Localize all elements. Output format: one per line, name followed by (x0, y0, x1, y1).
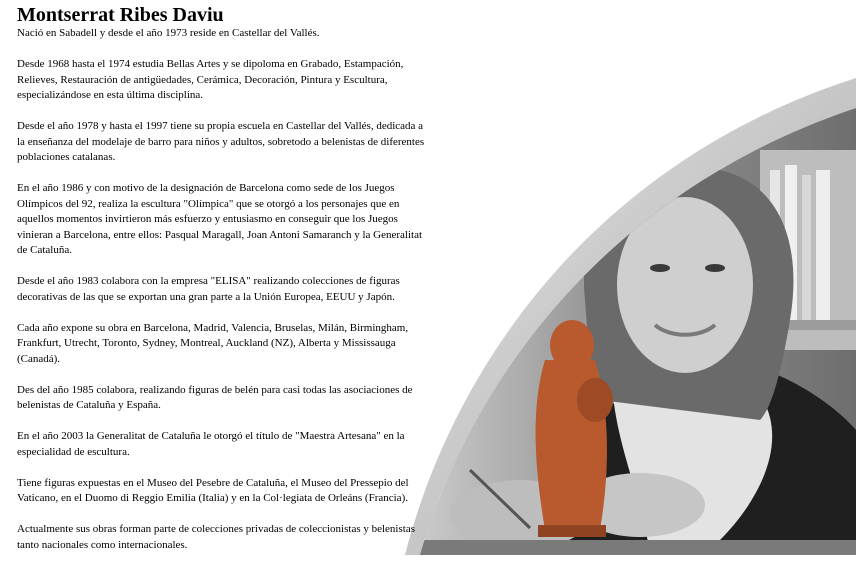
bio-paragraph: En el año 2003 la Generalitat de Cataluña le otorgó el título de "Maestra Artesana" en la especialidad de escultura. (17, 430, 405, 458)
bio-paragraph: Nació en Sabadell y desde el año 1973 reside en Castellar del Vallés. (17, 27, 320, 39)
bio-paragraph: Desde el año 1983 colabora con la empresa "ELISA" realizando colecciones de figuras decorativas de las que se exportan una gran parte a la Unión Europea, EEUU y Japón. (17, 275, 400, 303)
bio-paragraph: Tiene figuras expuestas en el Museo del Pesebre de Cataluña, el Museo del Pressepio del Vaticano, en el Duomo di Reggio Emilia (Italia) y en la Col·legiata de Orleáns (Francia). (17, 476, 409, 504)
biography (17, 4, 427, 569)
page-title: Montserrat Ribes Daviu (17, 4, 224, 26)
bio-paragraph: Des del año 1985 colabora, realizando figuras de belén para casi todas las asociaciones de belenistas de Cataluña y España. (17, 383, 413, 411)
bio-paragraph: En el año 1986 y con motivo de la designación de Barcelona como sede de los Juegos Olímpicos del 92, realiza la escultura "Olímpica" que se otorgó a los personajes que en aquellos momentos invirtieron más esfuerzo y entusiasmo en conseguir que los Juegos vinieran a Barcelona, entre ellos: Pasqual Maragall, Joan Antoni Samaranch y la Generalitat de Cataluña. (17, 182, 423, 256)
bio-paragraph: Cada año expone su obra en Barcelona, Madrid, Valencia, Bruselas, Milán, Birmingham, Frankfurt, Utrecht, Toronto, Sydney, Montreal, Auckland (NZ), Alberta y Mississauga (Canadá). (17, 321, 409, 365)
bio-paragraph: Desde 1968 hasta el 1974 estudia Bellas Artes y se dipoloma en Grabado, Estampación, Relieves, Restauración de antigüedades, Cerámica, Decoración, Pintura y Escultura, especializándose en esta última disciplina. (17, 58, 404, 101)
bio-paragraph: Desde el año 1978 y hasta el 1997 tiene su propia escuela en Castellar del Vallés, dedicada a la enseñanza del modelaje de barro para niños y adultos, sobretodo a belenistas de diferentes poblaciones catalanas. (17, 120, 425, 163)
bio-paragraph: Actualmente sus obras forman parte de colecciones privadas de coleccionistas y belenistas tanto nacionales como internacionales. (17, 523, 415, 551)
